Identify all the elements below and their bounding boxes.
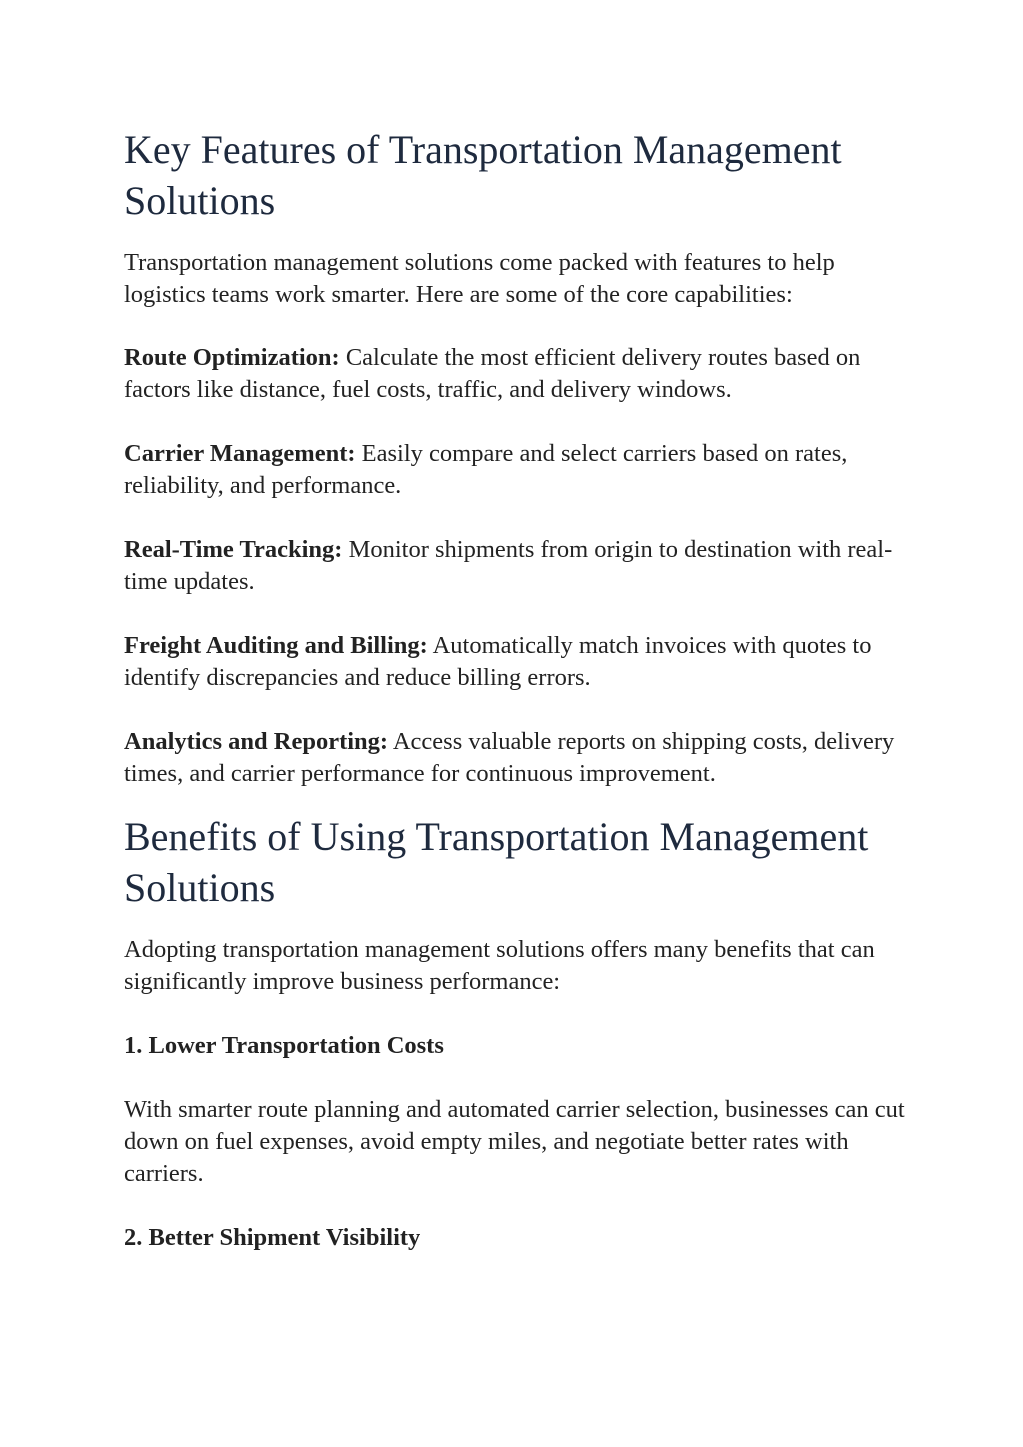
- feature-label: Route Optimization:: [124, 344, 340, 371]
- section-heading-benefits: Benefits of Using Transportation Management Solutions: [124, 814, 869, 910]
- benefit-title: 2. Better Shipment Visibility: [124, 1224, 421, 1251]
- feature-text: Calculate the most efficient delivery routes based on factors like distance, fuel costs, traffic, and delivery windows.: [124, 344, 861, 403]
- benefit-title: 1. Lower Transportation Costs: [124, 1032, 444, 1059]
- key-features-intro: Transportation management solutions come packed with features to help logistics teams work smarter. Here are some of the core capabilities:: [124, 249, 835, 308]
- feature-text: Automatically match invoices with quotes to identify discrepancies and reduce billing errors.: [124, 632, 872, 691]
- feature-route-optimization: [124, 342, 914, 406]
- feature-label: Real-Time Tracking:: [124, 536, 343, 563]
- feature-label: Analytics and Reporting:: [124, 728, 389, 755]
- feature-analytics-reporting: [124, 726, 914, 790]
- document-page: [124, 120, 914, 1254]
- feature-freight-auditing: [124, 630, 914, 694]
- benefit-text: With smarter route planning and automated carrier selection, businesses can cut down on fuel expenses, avoid empty miles, and negotiate better rates with carriers.: [124, 1096, 905, 1187]
- feature-label: Freight Auditing and Billing:: [124, 632, 428, 659]
- benefits-intro: Adopting transportation management solutions offers many benefits that can significantly improve business performance:: [124, 936, 875, 995]
- feature-label: Carrier Management:: [124, 440, 356, 467]
- feature-real-time-tracking: [124, 534, 914, 598]
- feature-text: Access valuable reports on shipping costs, delivery times, and carrier performance for continuous improvement.: [124, 728, 895, 787]
- feature-carrier-management: [124, 438, 914, 502]
- section-heading-key-features: Key Features of Transportation Management Solutions: [124, 127, 842, 223]
- feature-text: Monitor shipments from origin to destination with real-time updates.: [124, 536, 893, 595]
- feature-text: Easily compare and select carriers based on rates, reliability, and performance.: [124, 440, 848, 499]
